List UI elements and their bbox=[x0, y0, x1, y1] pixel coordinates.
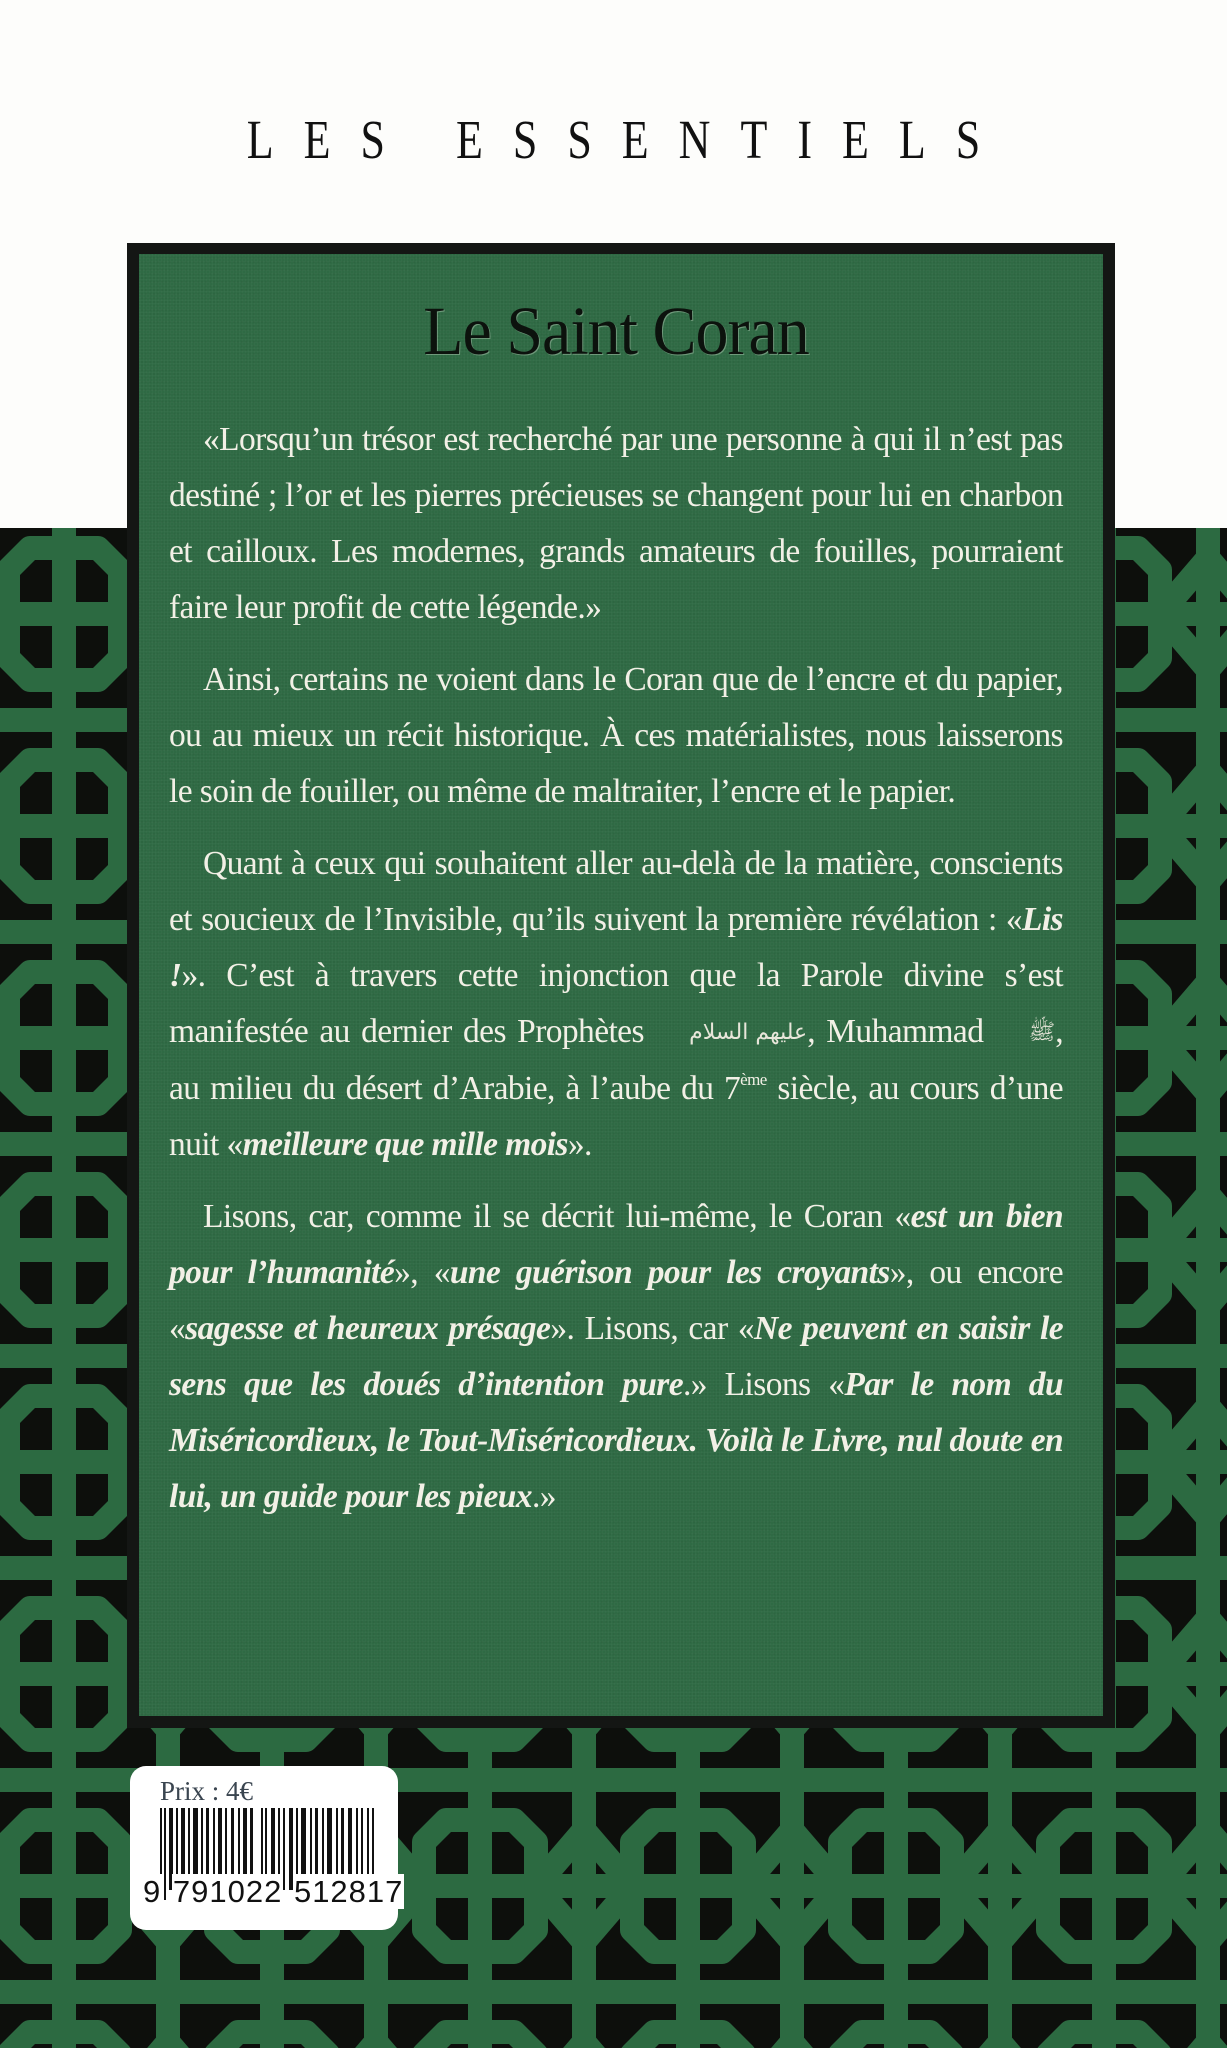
text-span: ». C’est à travers cette injonction que la Parole divine s’est manifestée au dernier des Prophètes bbox=[169, 957, 1063, 1050]
blurb-paragraph-1: «Lorsqu’un trésor est recherché par une personne à qui il n’est pas destiné ; l’or et les pierres précieuses se changent pour lui en charbon et cailloux. Les modernes, grands amateurs de fouilles, pourraient faire leur profit de cette légende.» bbox=[169, 421, 1063, 626]
series-title: LES ESSENTIELS bbox=[246, 109, 1011, 171]
price-barcode-sticker bbox=[130, 1766, 404, 1930]
text-span: .» bbox=[531, 1478, 556, 1515]
honorific-calligraphy-icon: عليهم السلام bbox=[689, 1020, 808, 1045]
ordinal-superscript: ème bbox=[740, 1070, 767, 1089]
emphasis-quote: une guérison pour les croyants bbox=[449, 1254, 890, 1291]
isbn-lead-digit: 9 bbox=[143, 1874, 162, 1909]
price-label: Prix : 4€ bbox=[160, 1776, 254, 1806]
salawat-calligraphy-icon: ﷺ bbox=[1028, 1020, 1056, 1045]
emphasis-quote: est un bien pour l’humanité bbox=[169, 1198, 1064, 1291]
isbn-group-1: 791022 bbox=[172, 1874, 283, 1909]
text-span: , au milieu du désert d’Arabie, à l’aube du 7 bbox=[169, 1013, 1063, 1107]
text-span: siècle, au cours d’une nuit « bbox=[169, 1070, 1063, 1163]
blurb-paragraph-4 bbox=[169, 1189, 1063, 1525]
emphasis-lis: Lis ! bbox=[169, 901, 1063, 994]
book-title: Le Saint Coran bbox=[423, 293, 809, 370]
blurb-paragraph-2: Ainsi, certains ne voient dans le Coran que de l’encre et du papier, ou au mieux un récit historique. À ces matérialistes, nous laisserons le soin de fouiller, ou même de maltraiter, l’encre et le papier. bbox=[169, 661, 1063, 810]
blurb-panel bbox=[139, 254, 1103, 1716]
text-span: .» Lisons « bbox=[682, 1366, 845, 1403]
text-span: ». bbox=[567, 1126, 592, 1163]
emphasis-quote: Par le nom du Miséricordieux, le Tout-Miséricordieux. Voilà le Livre, nul doute en lui, un guide pour les pieux bbox=[169, 1366, 1063, 1515]
isbn-group-2: 512817 bbox=[293, 1874, 404, 1909]
text-span: », « bbox=[394, 1254, 450, 1291]
text-span: Quant à ceux qui souhaitent aller au-delà de la matière, conscients et soucieux de l’Invisible, qu’ils suivent la première révélation : « bbox=[169, 845, 1063, 938]
text-span: , Muhammad bbox=[807, 1013, 995, 1050]
text-span: », ou encore « bbox=[169, 1254, 1063, 1347]
text-span: ». Lisons, car « bbox=[550, 1310, 754, 1347]
emphasis-quote: sagesse et heureux présage bbox=[185, 1310, 551, 1347]
isbn-number bbox=[142, 1874, 404, 1910]
emphasis-quote: meilleure que mille mois bbox=[242, 1126, 568, 1163]
emphasis-quote: Ne peuvent en saisir le sens que les doués d’intention pure bbox=[169, 1310, 1064, 1403]
blurb-text bbox=[169, 412, 1063, 1525]
text-span: Lisons, car, comme il se décrit lui-même, le Coran « bbox=[203, 1198, 911, 1235]
blurb-paragraph-3 bbox=[169, 836, 1063, 1173]
